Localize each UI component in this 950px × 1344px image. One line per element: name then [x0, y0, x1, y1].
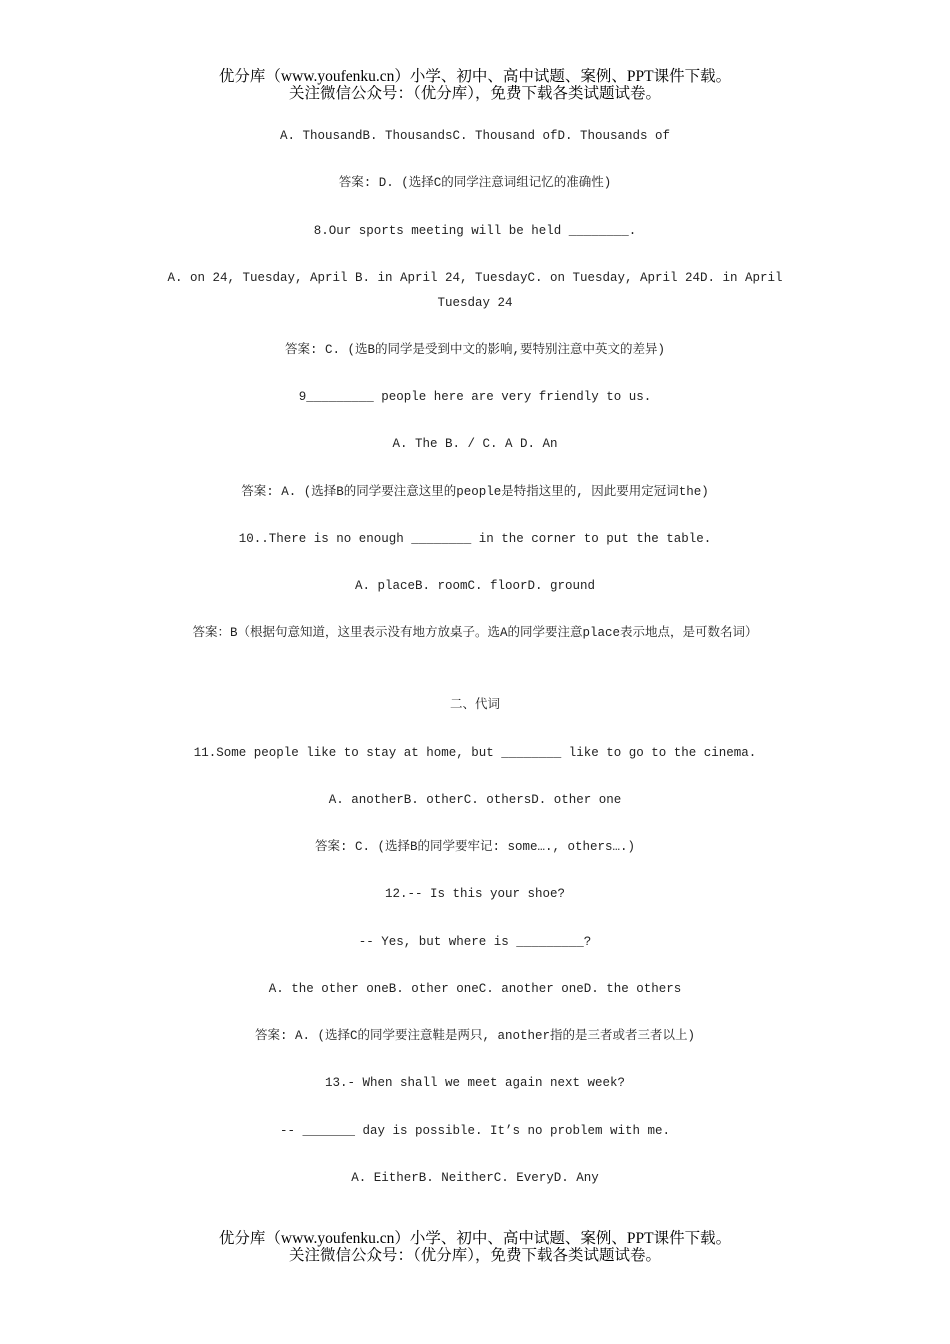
q8-question: 8.Our sports meeting will be held ________. — [313, 224, 637, 238]
q11-options: A. anotherB. otherC. othersD. other one — [328, 793, 622, 807]
footer-line-2: 关注微信公众号：（优分库），免费下载各类试题试卷。 — [288, 1247, 661, 1264]
q8-options: A. on 24, Tuesday, April B. in April 24, TuesdayC. on Tuesday, April 24D. in April Tuesday 24 — [167, 271, 783, 310]
q10-options: A. placeB. roomC. floorD. ground — [354, 579, 596, 593]
q12-options: A. the other oneB. other oneC. another oneD. the others — [268, 982, 682, 996]
header-line-2: 关注微信公众号：（优分库），免费下载各类试题试卷。 — [288, 85, 661, 102]
q12-answer: 答案: A. (选择C的同学要注意鞋是两只, another指的是三者或者三者以上) — [254, 1029, 696, 1043]
q12-question-2: -- Yes, but where is _________? — [358, 935, 592, 949]
page-header — [0, 68, 950, 102]
q9-question: 9_________ people here are very friendly to us. — [298, 390, 652, 404]
q12-question: 12.-- Is this your shoe? — [384, 887, 566, 901]
q9-options: A. The B. / C. A D. An — [392, 437, 558, 451]
q13-options: A. EitherB. NeitherC. EveryD. Any — [351, 1171, 599, 1185]
q10-question: 10..There is no enough ________ in the corner to put the table. — [238, 532, 712, 546]
q8-answer: 答案: C. (选B的同学是受到中文的影响,要特别注意中英文的差异) — [284, 343, 665, 357]
section-heading: 二、代词 — [449, 698, 500, 712]
q9-answer: 答案: A. (选择B的同学要注意这里的people是特指这里的, 因此要用定冠词the) — [241, 485, 709, 499]
q7-answer: 答案: D. (选择C的同学注意词组记忆的准确性) — [338, 176, 612, 190]
q11-answer: 答案: C. (选择B的同学要牢记: some…., others….) — [314, 840, 636, 854]
footer-line-1: 优分库（www.youfenku.cn）小学、初中、高中试题、案例、PPT课件下载。 — [218, 1230, 732, 1247]
q11-question: 11.Some people like to stay at home, but ________ like to go to the cinema. — [193, 746, 757, 760]
q13-question-2: -- _______ day is possible. It’s no problem with me. — [279, 1124, 671, 1138]
page-footer — [0, 1230, 950, 1264]
q7-options: A. ThousandB. ThousandsC. Thousand ofD. Thousands of — [279, 129, 671, 143]
q10-answer: 答案：B（根据句意知道，这里表示没有地方放桌子。选A的同学要注意place表示地点，是可数名词） — [192, 626, 758, 640]
q13-question: 13.- When shall we meet again next week? — [324, 1076, 626, 1090]
header-line-1: 优分库（www.youfenku.cn）小学、初中、高中试题、案例、PPT课件下载。 — [218, 68, 732, 85]
